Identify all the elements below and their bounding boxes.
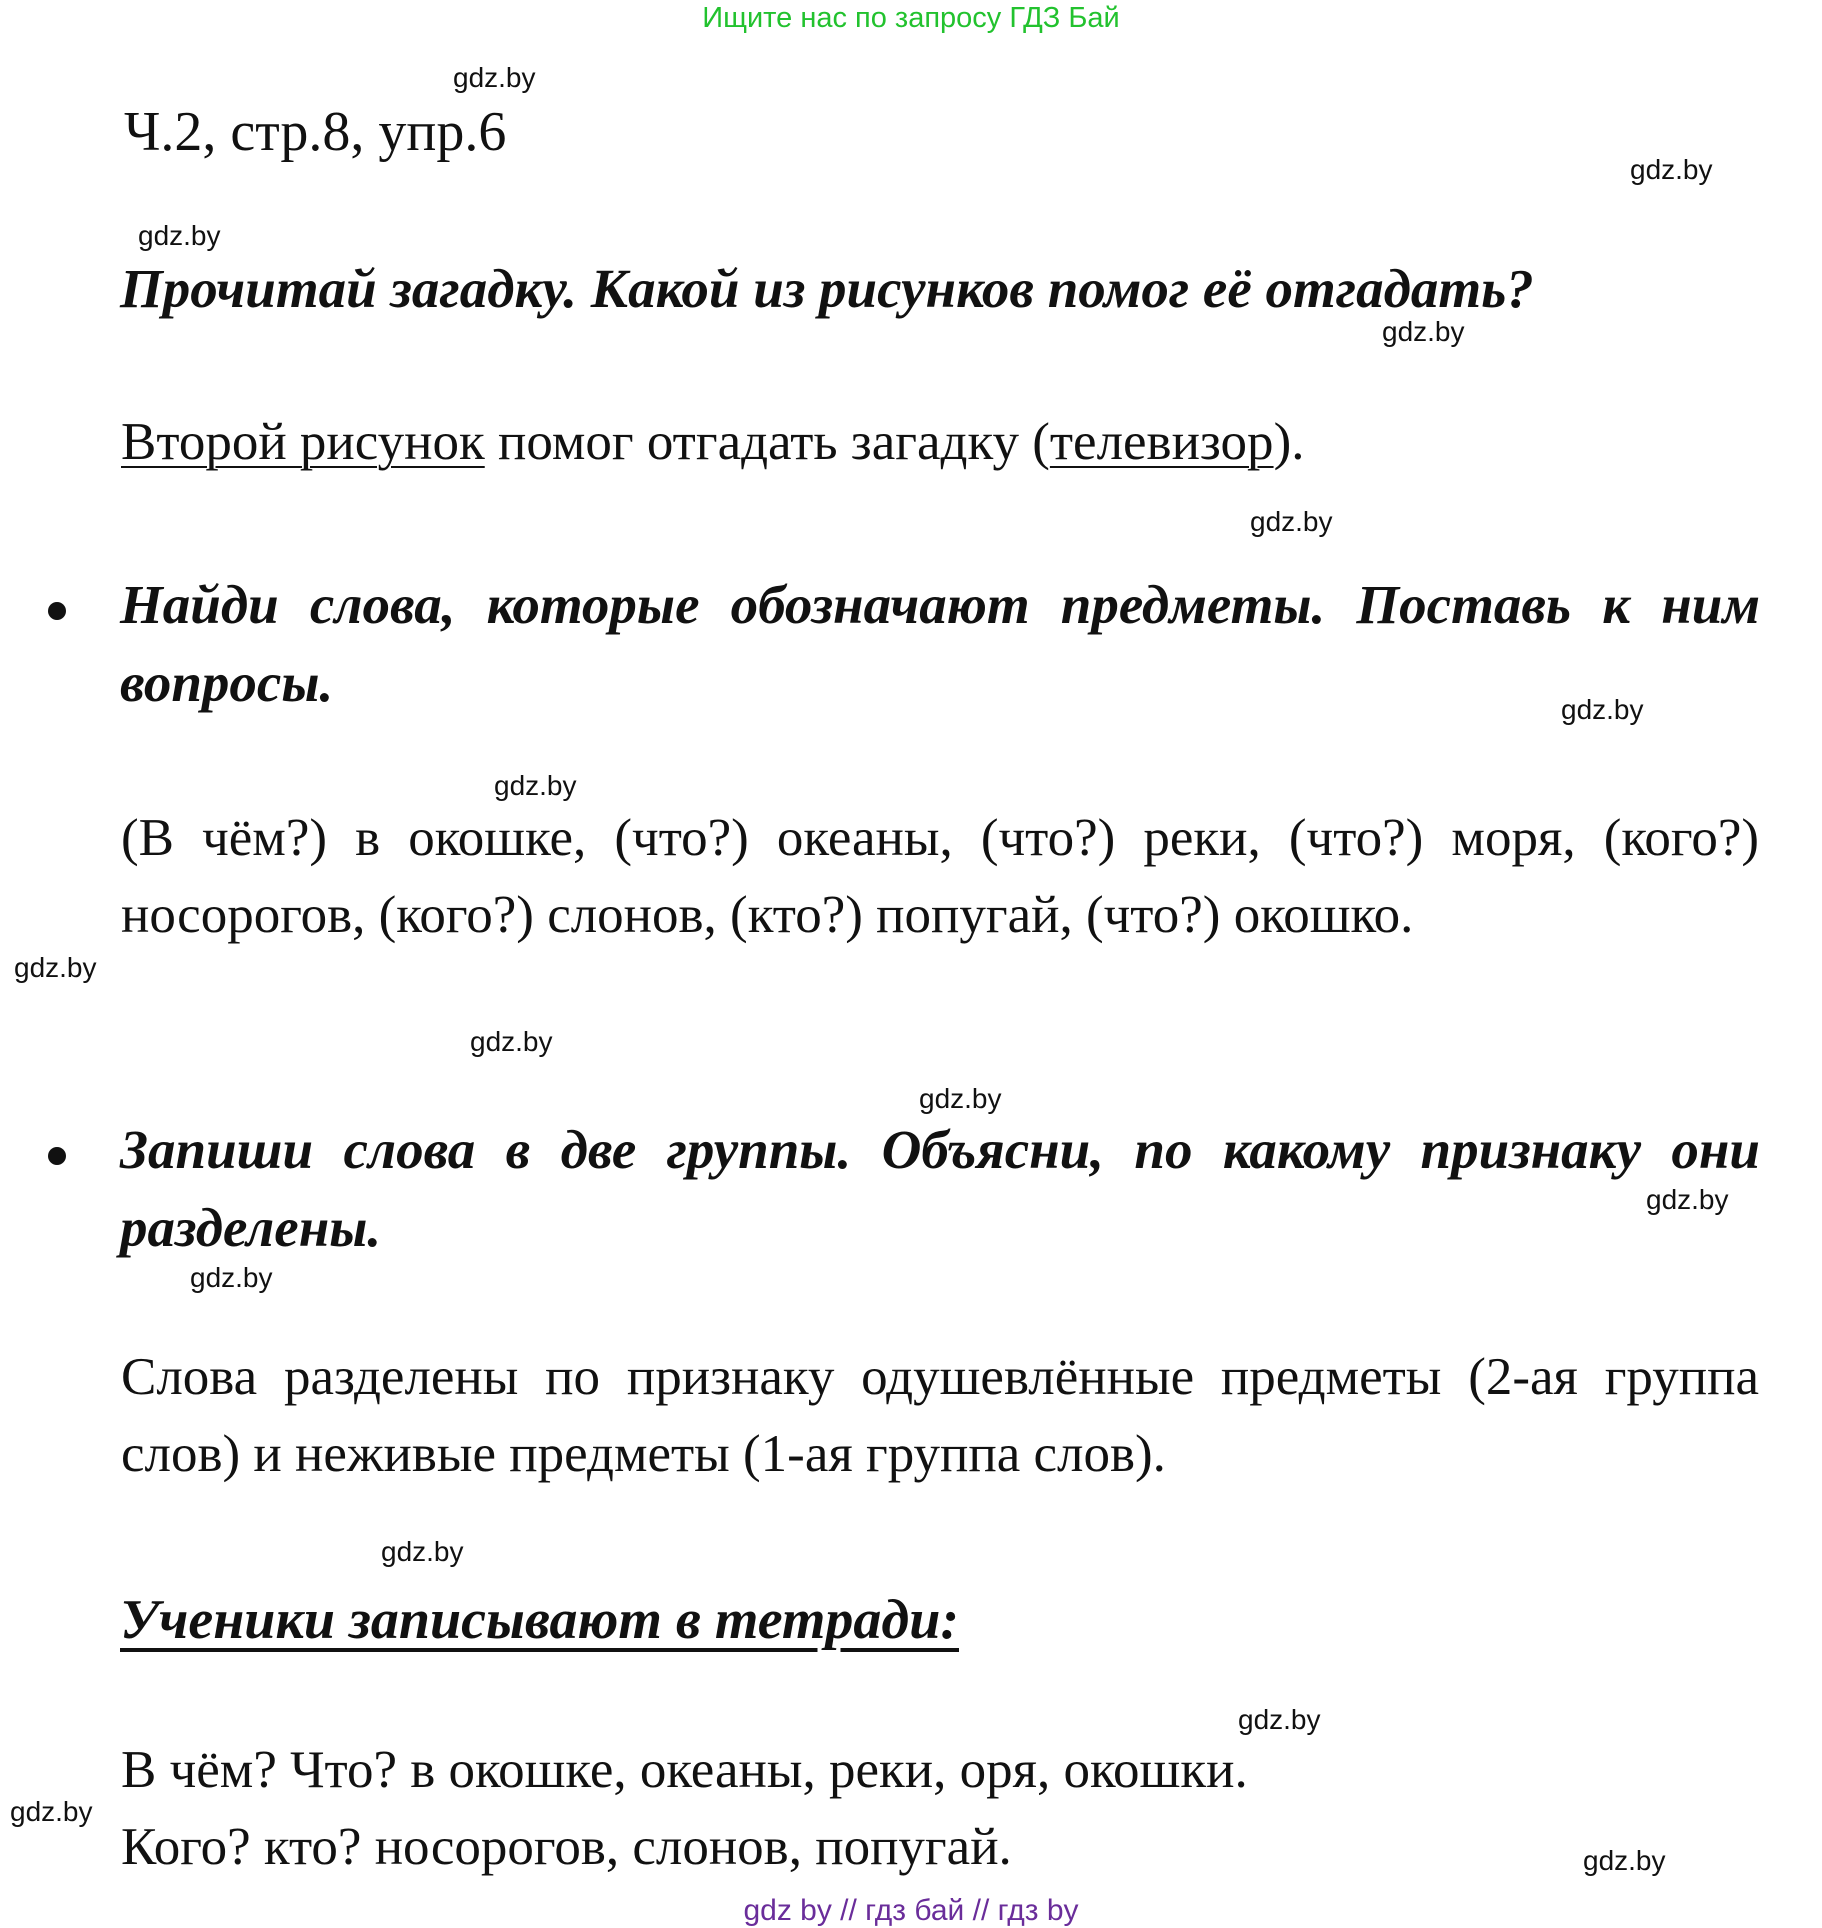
answer-riddle-end: ). <box>1273 413 1305 471</box>
answer-riddle-middle: помог отгадать загадку ( <box>484 413 1050 471</box>
watermark: gdz.by <box>470 1026 553 1057</box>
answer-groups: Слова разделены по признаку одушевлённые предметы (2-ая группа слов) и неживые предметы (1-ая группа слов). <box>121 1348 1759 1483</box>
watermark: gdz.by <box>1583 1845 1666 1876</box>
watermark: gdz.by <box>494 770 577 801</box>
notebook-line-1: В чём? Что? в окошке, океаны, реки, оря, окошки. <box>121 1741 1248 1799</box>
task-riddle: Прочитай загадку. Какой из рисунков помог её отгадать? <box>120 258 1534 319</box>
answer-riddle-picture: Второй рисунок <box>121 413 485 471</box>
footer-links: gdz by // гдз бай // гдз by <box>743 1894 1079 1927</box>
page-heading: Ч.2, стр.8, упр.6 <box>124 101 507 163</box>
answer-riddle <box>121 404 1759 481</box>
answer-nouns: (В чём?) в окошке, (что?) океаны, (что?) реки, (что?) моря, (кого?) носорогов, (кого?) слонов, (кто?) попугай, (что?) окошко. <box>121 809 1759 944</box>
watermark: gdz.by <box>453 62 536 93</box>
answer-riddle-solution: телевизор <box>1049 413 1274 471</box>
watermark: gdz.by <box>1561 694 1644 725</box>
watermark: gdz.by <box>138 220 221 251</box>
notebook-title: Ученики записывают в тетради: <box>120 1589 959 1651</box>
watermark: gdz.by <box>1646 1184 1729 1215</box>
watermark: gdz.by <box>1238 1704 1321 1735</box>
task-two-groups: Запиши слова в две группы. Объясни, по какому признаку они разделены. <box>120 1119 1760 1258</box>
watermark: gdz.by <box>1250 506 1333 537</box>
watermark: gdz.by <box>10 1796 93 1827</box>
notebook-line-2: Кого? кто? носорогов, слонов, попугай. <box>121 1818 1012 1876</box>
watermark: gdz.by <box>919 1083 1002 1114</box>
watermark: gdz.by <box>1382 316 1465 347</box>
bullet-marker <box>48 1147 66 1165</box>
watermark: gdz.by <box>14 952 97 983</box>
watermark: gdz.by <box>381 1536 464 1567</box>
watermark: gdz.by <box>190 1262 273 1293</box>
watermark: gdz.by <box>1630 154 1713 185</box>
task-find-nouns: Найди слова, которые обозначают предметы. Поставь к ним вопросы. <box>120 574 1760 713</box>
top-search-banner: Ищите нас по запросу ГДЗ Бай <box>702 2 1120 34</box>
bullet-marker <box>48 602 66 620</box>
